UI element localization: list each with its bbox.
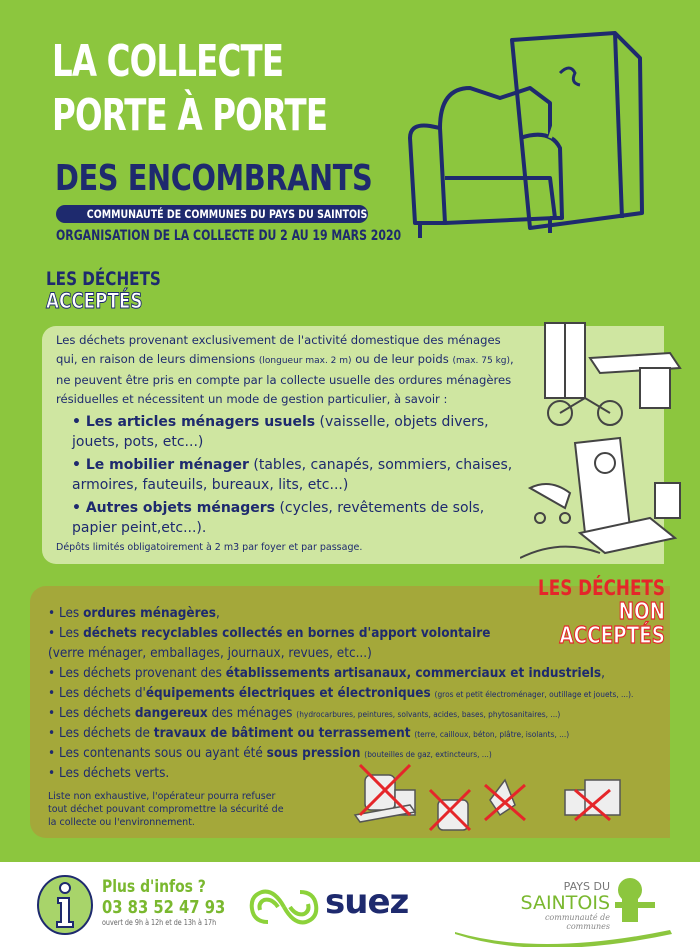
furniture-illustration: [520, 318, 700, 568]
title-line3: DES ENCOMBRANTS: [55, 158, 373, 199]
saintois-logo-graphic: [450, 872, 680, 947]
collection-dates: ORGANISATION DE LA COLLECTE DU 2 AU 19 MARS 2020: [56, 228, 402, 244]
armchair-illustration: [400, 28, 650, 248]
info-icon: [36, 874, 94, 936]
opening-hours: ouvert de 9h à 12h et de 13h à 17h: [102, 918, 217, 927]
not-accepted-note: Liste non exhaustive, l'opérateur pourra refuser tout déchet pouvant compromettre la sécurité de la collecte ou l'environnement.: [48, 791, 284, 828]
accepted-heading: LES DÉCHETS ACCEPTÉS: [46, 268, 161, 313]
info-question: Plus d'infos ?: [102, 877, 206, 897]
list-item: • Les déchets verts.: [48, 766, 170, 781]
title-line2: PORTE À PORTE: [52, 90, 328, 141]
not-accepted-list: [48, 604, 668, 784]
list-item: • Les contenants sous ou ayant été sous pression (bouteilles de gaz, extincteurs, ...): [48, 746, 492, 761]
list-item: (verre ménager, emballages, journaux, revues, etc...): [48, 646, 372, 661]
list-item: • Les articles ménagers usuels (vaisselle, objets divers, jouets, pots, etc...): [72, 414, 489, 450]
pays-saintois-logo: PAYS DU SAINTOIS communauté de communes: [520, 880, 610, 931]
phone-number[interactable]: 03 83 52 47 93: [102, 897, 226, 918]
list-item: • Autres objets ménagers (cycles, revêtements de sols, papier peint,etc...).: [72, 500, 485, 536]
list-item: • Les déchets recyclables collectés en bornes d'apport volontaire: [48, 626, 491, 641]
accepted-intro: Les déchets provenant exclusivement de l'activité domestique des ménages qui, en raison de leurs dimensions (longueur max. 2 m) ou de leur poids (max. 75 kg), ne peuvent être pris en compte par la collecte usuelle des ordures ménagères résiduelles et nécessitent un mode de gestion particulier, à savoir :: [56, 333, 514, 406]
list-item: • Les déchets dangereux des ménages (hydrocarbures, peintures, solvants, acides, bases, phytosanitaires, ...): [48, 706, 561, 721]
organization-badge: COMMUNAUTÉ DE COMMUNES DU PAYS DU SAINTOIS: [56, 205, 368, 223]
title-line1: LA COLLECTE: [52, 36, 284, 87]
not-accepted-heading: LES DÉCHETS NON ACCEPTÉS: [538, 576, 665, 649]
accepted-list: [72, 412, 522, 541]
suez-logo-icon: [248, 884, 320, 930]
list-item: • Les déchets d'équipements électriques et électroniques (gros et petit électroménager, outillage et jouets, ...).: [48, 686, 634, 701]
list-item: • Les déchets de travaux de bâtiment ou terrassement (terre, cailloux, béton, plâtre, isolants, ...): [48, 726, 570, 741]
suez-logo: suez: [325, 882, 409, 922]
forbidden-items-illustration: [350, 760, 630, 835]
info-contact: [102, 877, 252, 927]
list-item: • Les déchets provenant des établissements artisanaux, commerciaux et industriels,: [48, 666, 605, 681]
list-item: • Le mobilier ménager (tables, canapés, sommiers, chaises, armoires, fauteuils, bureaux, lits, etc...): [72, 457, 513, 493]
accepted-note: Dépôts limités obligatoirement à 2 m3 par foyer et par passage.: [56, 542, 363, 553]
list-item: • Les ordures ménagères,: [48, 606, 220, 621]
